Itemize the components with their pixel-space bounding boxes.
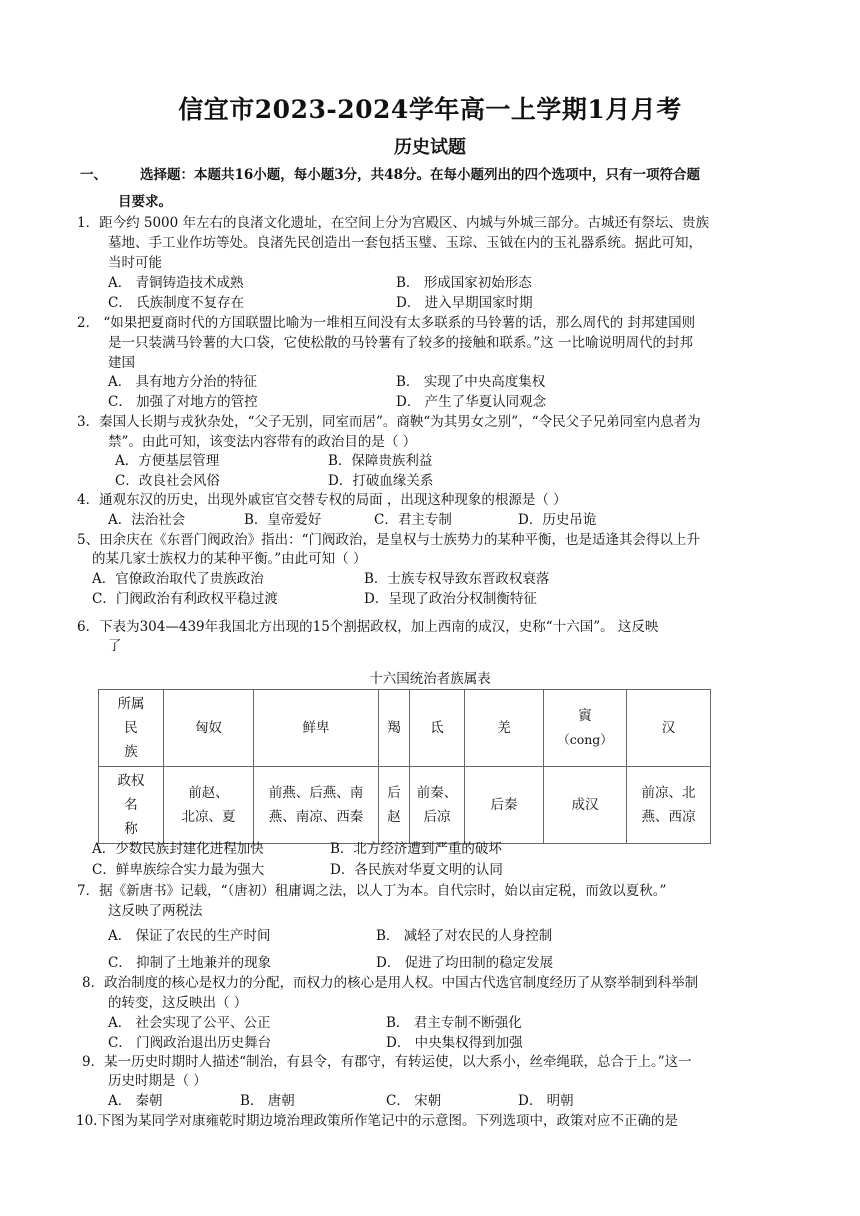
q1-line3: 当时可能 — [108, 255, 162, 271]
table-cell: 成汉 — [544, 767, 627, 844]
q5-line2: 的某几家士族权力的某种平衡。”由此可知（ ） — [92, 551, 367, 567]
table-header-regime: 政权 名 称 — [99, 767, 164, 844]
section-number: 一、 — [80, 167, 107, 183]
q7-option-d[interactable]: D． 促进了均田制的稳定发展 — [376, 955, 554, 971]
table-row — [99, 690, 711, 767]
q9-option-c[interactable]: C． 宋朝 — [386, 1093, 442, 1109]
q2-line1: 2． “如果把夏商时代的方国联盟比喻为一堆相互间没有太多联系的马铃薯的话，那么周代的 封邦建国则 — [77, 315, 696, 331]
q4-option-d[interactable]: D．历史吊诡 — [518, 512, 597, 528]
table-cell: 汉 — [627, 690, 711, 767]
table-cell: 鲜卑 — [254, 690, 379, 767]
q2-line2: 是一只装满马铃薯的大口袋，它使松散的马铃薯有了较多的接触和联系。”这 一比喻说明周代的封邦 — [108, 335, 693, 351]
q2-option-a[interactable]: A． 具有地方分治的特征 — [108, 374, 258, 390]
q3-option-a[interactable]: A．方便基层管理 — [115, 453, 220, 469]
q6-line2: 了 — [108, 638, 122, 654]
q4-option-c[interactable]: C．君主专制 — [374, 512, 452, 528]
q7-option-b[interactable]: B． 减轻了对农民的人身控制 — [376, 928, 553, 944]
q8-option-c[interactable]: C． 门阀政治退出历史舞台 — [108, 1035, 272, 1051]
q7-option-c[interactable]: C． 抑制了土地兼并的现象 — [108, 955, 272, 971]
q8-option-a[interactable]: A． 社会实现了公平、公正 — [108, 1015, 271, 1031]
q2-option-d[interactable]: D． 产生了华夏认同观念 — [396, 394, 547, 410]
q2-line3: 建国 — [108, 355, 135, 371]
q6-line1: 6．下表为304—439年我国北方出现的15个割据政权，加上西南的成汉，史称“十六国”。 这反映 — [77, 619, 659, 635]
q3-line2: 禁”。由此可知，该变法内容带有的政治目的是（ ） — [108, 434, 417, 450]
q6-option-c[interactable]: C．鲜卑族综合实力最为强大 — [92, 862, 265, 878]
q4-option-a[interactable]: A．法治社会 — [108, 512, 186, 528]
table-header-ethnicity: 所属 民 族 — [99, 690, 164, 767]
table-cell: 后秦 — [465, 767, 544, 844]
q3-option-d[interactable]: D．打破血缘关系 — [328, 473, 434, 489]
table-row — [99, 767, 711, 844]
table-cell: 前燕、后燕、南 燕、南凉、西秦 — [254, 767, 379, 844]
q10-line1: 10.下图为某同学对康雍乾时期边境治理政策所作笔记中的示意图。下列选项中，政策对应不正确的是 — [76, 1113, 678, 1129]
table-cell: 氐 — [410, 690, 465, 767]
q5-option-c[interactable]: C．门阀政治有利政权平稳过渡 — [92, 591, 278, 607]
section-instruction-line1: 选择题：本题共16小题，每小题3分，共48分。在每小题列出的四个选项中，只有一项符合题 — [140, 167, 700, 183]
q2-option-c[interactable]: C． 加强了对地方的管控 — [108, 394, 258, 410]
q1-option-d[interactable]: D． 进入早期国家时期 — [396, 295, 533, 311]
q5-line1: 5、田余庆在《东晋门阀政治》指出：“门阀政治，是皇权与士族势力的某种平衡，也是适逢其会得以上升 — [77, 532, 700, 548]
q7-line1: 7．据《新唐书》记载，“（唐初）租庸调之法，以人丁为本。自代宗时，始以亩定税，而敛以夏秋。” — [77, 883, 667, 899]
q8-option-b[interactable]: B． 君主专制不断强化 — [386, 1015, 522, 1031]
q1-line1: 1．距今约 5000 年左右的良渚文化遗址，在空间上分为宫殿区、内城与外城三部分。古城还有祭坛、贵族 — [77, 215, 710, 231]
table-cell: 賨 （cong） — [544, 690, 627, 767]
q4-option-b[interactable]: B．皇帝爱好 — [244, 512, 322, 528]
q6-option-d[interactable]: D．各民族对华夏文明的认同 — [330, 862, 503, 878]
table-cell: 后 赵 — [379, 767, 410, 844]
q1-option-c[interactable]: C． 氏族制度不复存在 — [108, 295, 245, 311]
q3-line1: 3．秦国人长期与戎狄杂处，“父子无别，同室而居”。商鞅“为其男女之别”，“令民父子兄弟同室内息者为 — [77, 414, 701, 430]
q3-option-c[interactable]: C．改良社会风俗 — [115, 473, 220, 489]
q2-option-b[interactable]: B． 实现了中央高度集权 — [396, 374, 546, 390]
table-cell: 羌 — [465, 690, 544, 767]
q9-option-a[interactable]: A． 秦朝 — [108, 1093, 163, 1109]
q5-option-d[interactable]: D．呈现了政治分权制衡特征 — [364, 591, 537, 607]
sixteen-kingdoms-table — [98, 689, 711, 844]
q9-line1: 9．某一历史时期时人描述“制治，有县令，有郡守，有转运使，以大系小，丝牵绳联，总合于上。”这一 — [82, 1054, 692, 1070]
q3-option-b[interactable]: B．保障贵族利益 — [328, 453, 433, 469]
q9-line2: 历史时期是（ ） — [108, 1073, 207, 1089]
page-subtitle: 历史试题 — [394, 137, 466, 158]
q9-option-d[interactable]: D． 明朝 — [518, 1093, 574, 1109]
q7-line2: 这反映了两税法 — [108, 903, 203, 919]
q8-option-d[interactable]: D． 中央集权得到加强 — [386, 1035, 523, 1051]
q8-line1: 8．政治制度的核心是权力的分配，而权力的核心是用人权。中国古代选官制度经历了从察举制到科举制 — [82, 975, 699, 991]
q8-line2: 的转变，这反映出（ ） — [108, 995, 248, 1011]
q5-option-a[interactable]: A．官僚政治取代了贵族政治 — [92, 571, 264, 587]
q1-option-b[interactable]: B． 形成国家初始形态 — [396, 275, 532, 291]
page-title: 信宜市2023-2024学年高一上学期1月月考 — [178, 95, 682, 124]
table-cell: 前凉、北 燕、西凉 — [627, 767, 711, 844]
table-cell: 前秦、 后凉 — [410, 767, 465, 844]
table-cell: 匈奴 — [164, 690, 254, 767]
q4-line1: 4．通观东汉的历史，出现外戚宦官交替专权的局面 ，出现这种现象的根源是（ ） — [77, 492, 567, 508]
table-caption: 十六国统治者族属表 — [369, 671, 491, 687]
table-cell: 前赵、 北凉、夏 — [164, 767, 254, 844]
q6-option-a[interactable]: A．少数民族封建化进程加快 — [92, 841, 264, 857]
q1-line2: 墓地、手工业作坊等处。良渚先民创造出一套包括玉璧、玉琮、玉钺在内的玉礼器系统。据此可知， — [108, 235, 702, 251]
q7-option-a[interactable]: A． 保证了农民的生产时间 — [108, 928, 271, 944]
q9-option-b[interactable]: B． 唐朝 — [240, 1093, 295, 1109]
section-instruction-line2: 目要求。 — [118, 194, 172, 210]
q5-option-b[interactable]: B．士族专权导致东晋政权衰落 — [364, 571, 550, 587]
q6-option-b[interactable]: B．北方经济遭到严重的破坏 — [330, 841, 502, 857]
table-cell: 羯 — [379, 690, 410, 767]
q1-option-a[interactable]: A． 青铜铸造技术成熟 — [108, 275, 244, 291]
